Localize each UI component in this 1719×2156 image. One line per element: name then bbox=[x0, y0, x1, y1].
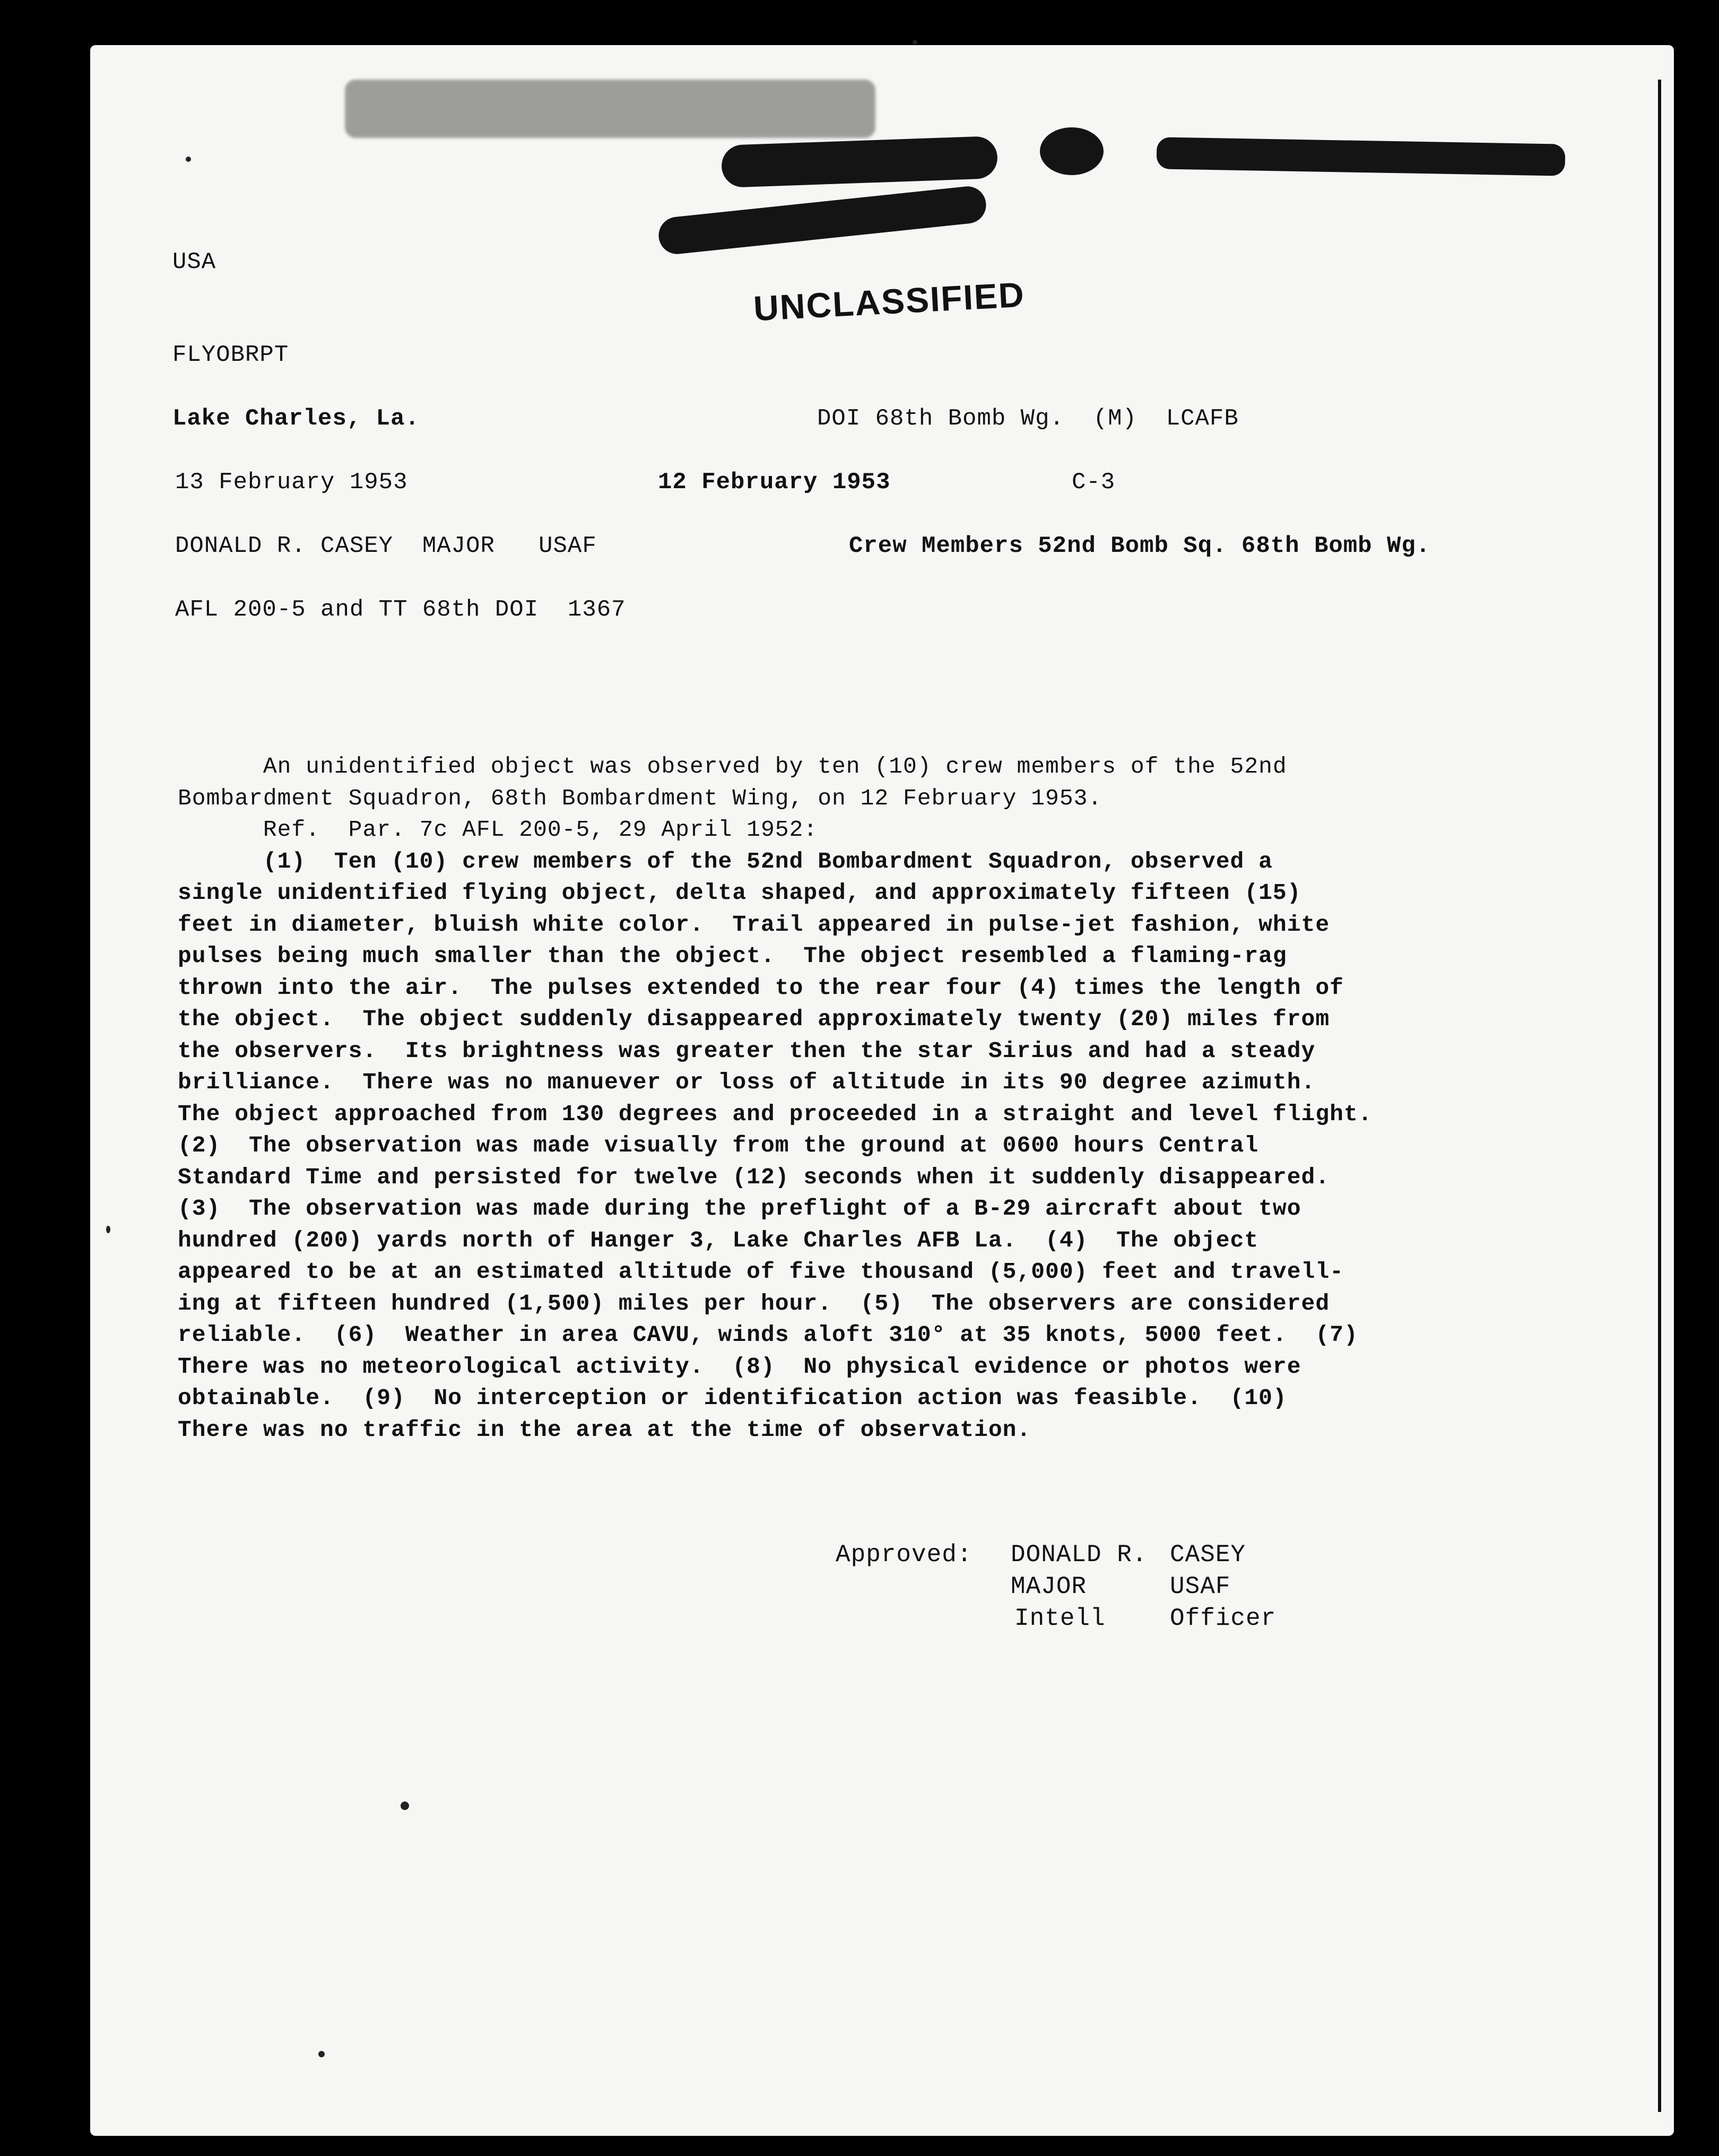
signer-name-first: DONALD R. bbox=[1011, 1541, 1148, 1569]
header-source: DOI 68th Bomb Wg. (M) LCAFB bbox=[817, 405, 1239, 432]
body-line: ing at fifteen hundred (1,500) miles per hour. (5) The observers are considered bbox=[178, 1290, 1330, 1317]
body-line: (2) The observation was made visually from the ground at 0600 hours Central bbox=[178, 1132, 1259, 1158]
body-line: There was no meteorological activity. (8) No physical evidence or photos were bbox=[178, 1353, 1301, 1380]
signer-role-2: Officer bbox=[1170, 1605, 1277, 1632]
body-line: pulses being much smaller than the object. The object resembled a flaming-rag bbox=[178, 943, 1287, 969]
signer-service: USAF bbox=[1170, 1573, 1231, 1600]
signer-name-last: CASEY bbox=[1170, 1541, 1246, 1569]
body-line: An unidentified object was observed by ten (10) crew members of the 52nd bbox=[178, 754, 1287, 780]
approved-label: Approved: bbox=[836, 1541, 973, 1569]
report-body bbox=[178, 751, 1531, 1445]
signer-role-1: Intell bbox=[1014, 1605, 1106, 1632]
body-line: obtainable. (9) No interception or identification action was feasible. (10) bbox=[178, 1385, 1287, 1411]
header-evaluation: C-3 bbox=[1072, 469, 1116, 496]
body-line: hundred (200) yards north of Hanger 3, Lake Charles AFB La. (4) The object bbox=[178, 1227, 1259, 1253]
header-report-type: FLYOBRPT bbox=[172, 342, 289, 368]
body-line: brilliance. There was no manuever or loss of altitude in its 90 degree azimuth. bbox=[178, 1069, 1316, 1095]
body-line: There was no traffic in the area at the time of observation. bbox=[178, 1416, 1031, 1443]
body-line: thrown into the air. The pulses extended to the rear four (4) times the length of bbox=[178, 974, 1344, 1001]
header-references: AFL 200-5 and TT 68th DOI 1367 bbox=[175, 596, 626, 623]
speck bbox=[318, 2051, 325, 2057]
redaction-mark-3 bbox=[1040, 127, 1104, 175]
header-observers: Crew Members 52nd Bomb Sq. 68th Bomb Wg. bbox=[849, 533, 1431, 559]
body-line: the object. The object suddenly disappeared approximately twenty (20) miles from bbox=[178, 1006, 1330, 1032]
body-line: single unidentified flying object, delta shaped, and approximately fifteen (15) bbox=[178, 880, 1301, 906]
header-report-date: 13 February 1953 bbox=[175, 469, 408, 496]
speck bbox=[106, 1226, 110, 1233]
classification-stamp: UNCLASSIFIED bbox=[752, 274, 1026, 328]
body-line: Ref. Par. 7c AFL 200-5, 29 April 1952: bbox=[178, 817, 818, 843]
page-edge bbox=[1658, 80, 1661, 2112]
faded-header-smudge bbox=[345, 80, 875, 138]
speck bbox=[913, 40, 917, 45]
body-line: (3) The observation was made during the preflight of a B-29 aircraft about two bbox=[178, 1196, 1301, 1222]
body-line: Standard Time and persisted for twelve (12) seconds when it suddenly disappeared. bbox=[178, 1164, 1330, 1190]
speck bbox=[401, 1802, 409, 1810]
header-prepared-by: DONALD R. CASEY MAJOR USAF bbox=[175, 533, 597, 559]
header-location: Lake Charles, La. bbox=[172, 405, 420, 432]
signer-rank: MAJOR bbox=[1011, 1573, 1087, 1600]
body-line: the observers. Its brightness was greater then the star Sirius and had a steady bbox=[178, 1037, 1316, 1064]
header-country: USA bbox=[172, 249, 216, 275]
body-line: appeared to be at an estimated altitude of five thousand (5,000) feet and travell- bbox=[178, 1259, 1344, 1285]
body-line: feet in diameter, bluish white color. Trail appeared in pulse-jet fashion, white bbox=[178, 911, 1330, 938]
body-line: (1) Ten (10) crew members of the 52nd Bombardment Squadron, observed a bbox=[178, 848, 1273, 874]
header-sighting-date: 12 February 1953 bbox=[658, 469, 891, 496]
body-line: Bombardment Squadron, 68th Bombardment Wing, on 12 February 1953. bbox=[178, 785, 1102, 811]
body-line: reliable. (6) Weather in area CAVU, winds aloft 310° at 35 knots, 5000 feet. (7) bbox=[178, 1322, 1358, 1348]
speck bbox=[186, 157, 191, 162]
scan-border bbox=[1674, 0, 1719, 2156]
body-line: The object approached from 130 degrees and proceeded in a straight and level flight. bbox=[178, 1101, 1373, 1127]
